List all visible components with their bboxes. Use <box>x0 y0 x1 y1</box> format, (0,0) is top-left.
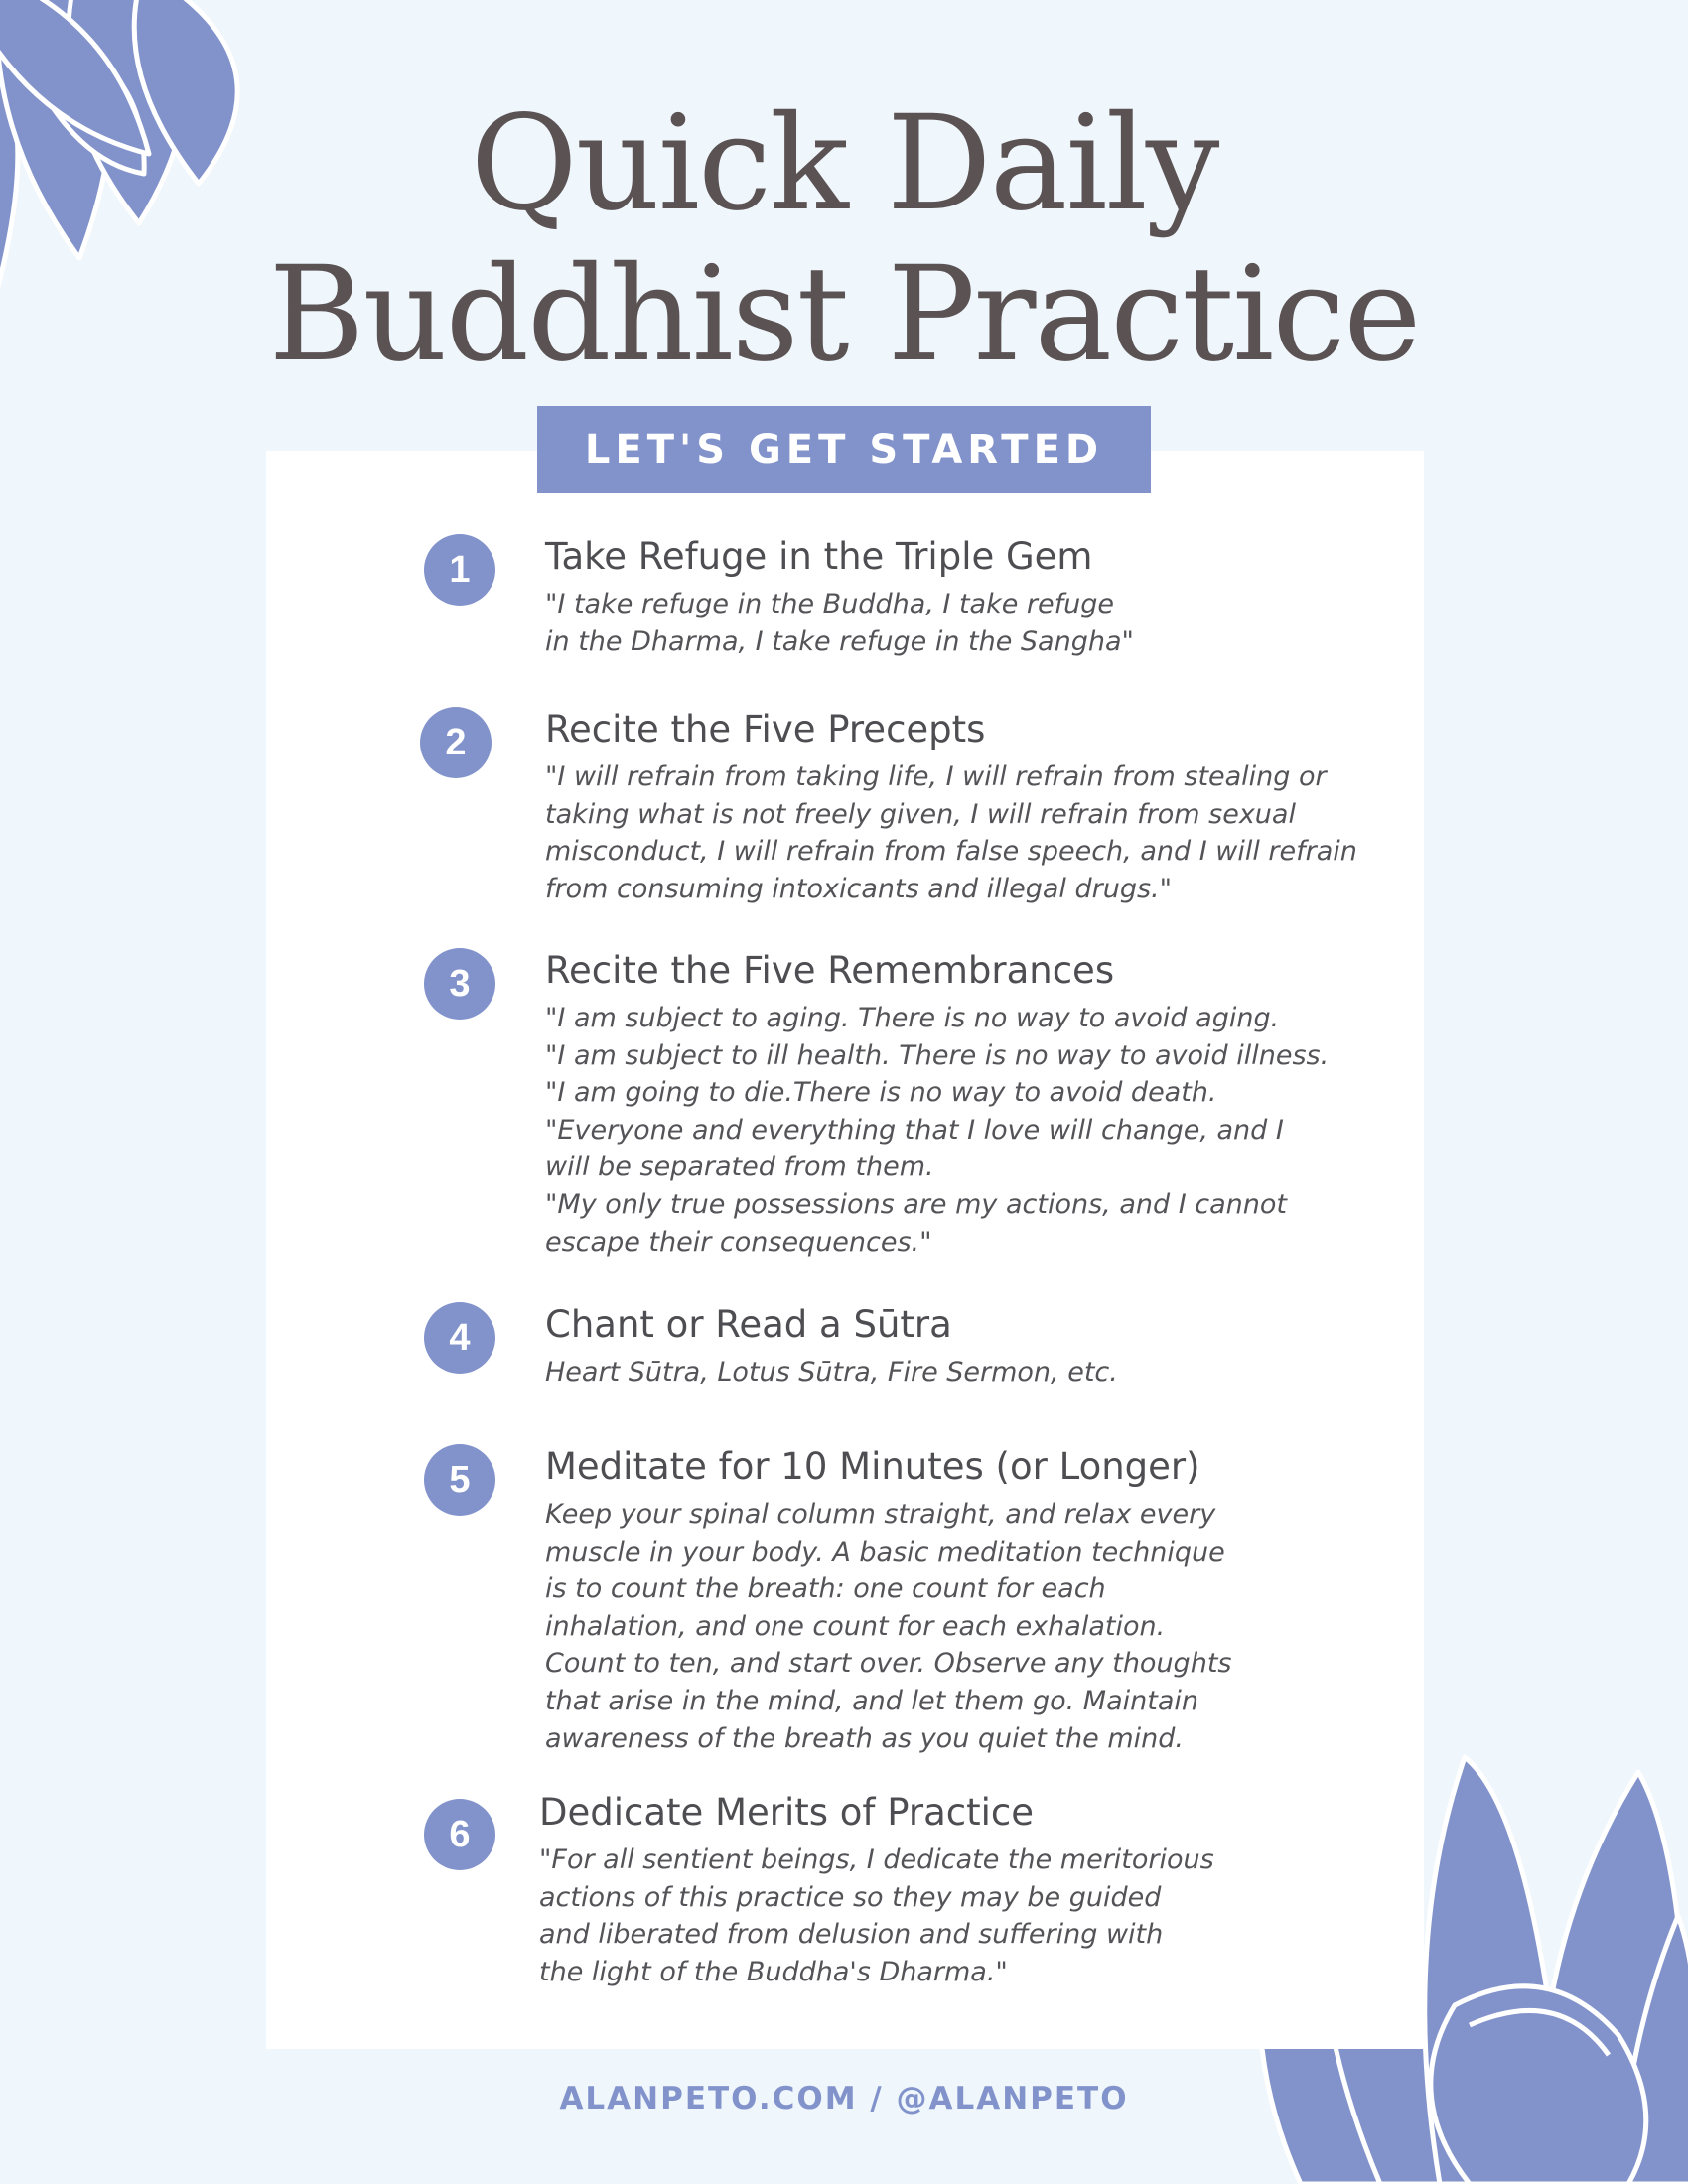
section-banner: LET'S GET STARTED <box>537 406 1151 493</box>
page-title-line-2: Buddhist Practice <box>268 238 1420 391</box>
step-text-line: misconduct, I will refrain from false speech, and I will refrain <box>545 836 1357 868</box>
step-title: Meditate for 10 Minutes (or Longer) <box>545 1445 1200 1488</box>
step-text-line: from consuming intoxicants and illegal drugs." <box>545 873 1173 904</box>
step-text-line: actions of this practice so they may be guided <box>539 1881 1162 1913</box>
step-number-badge: 4 <box>424 1302 495 1374</box>
step-text-line: escape their consequences." <box>545 1226 932 1258</box>
step-text <box>545 1354 1118 1392</box>
step-text-line: taking what is not freely given, I will refrain from sexual <box>545 798 1296 830</box>
step-text-line: Keep your spinal column straight, and relax every <box>545 1499 1216 1530</box>
step-text-line: muscle in your body. A basic meditation technique <box>545 1536 1225 1568</box>
step-text-line: "I am subject to ill health. There is no way to avoid illness. <box>545 1039 1330 1071</box>
step-text-line: "I am going to die.There is no way to avoid death. <box>545 1077 1217 1109</box>
step-text <box>545 758 1357 907</box>
step-title: Take Refuge in the Triple Gem <box>545 535 1093 578</box>
step-text-line: awareness of the breath as you quiet the mind. <box>545 1722 1184 1754</box>
step-number-badge: 2 <box>420 707 492 778</box>
step-text-line: "I am subject to aging. There is no way to avoid aging. <box>545 1003 1280 1033</box>
step-text <box>539 1842 1214 1990</box>
step-text-line: the light of the Buddha's Dharma." <box>539 1956 1008 1987</box>
step-text-line: "I take refuge in the Buddha, I take refuge <box>545 589 1114 619</box>
step-text-line: "I will refrain from taking life, I will refrain from stealing or <box>545 761 1327 792</box>
step-text-line: "My only true possessions are my actions, and I cannot <box>545 1188 1287 1220</box>
step-text-line: and liberated from delusion and suffering with <box>539 1919 1164 1951</box>
step-title: Recite the Five Precepts <box>545 708 986 751</box>
step-text-line: will be separated from them. <box>545 1152 934 1183</box>
page-title-line-1: Quick Daily <box>470 87 1218 240</box>
step-text-line: in the Dharma, I take refuge in the Sangha" <box>545 625 1134 657</box>
step-title: Dedicate Merits of Practice <box>539 1791 1035 1834</box>
step-title: Chant or Read a Sūtra <box>545 1303 952 1346</box>
step-text <box>545 1000 1329 1261</box>
step-number-badge: 1 <box>424 534 495 606</box>
step-text <box>545 1496 1231 1757</box>
step-text-line: inhalation, and one count for each exhalation. <box>545 1610 1166 1642</box>
step-text-line: Heart Sūtra, Lotus Sūtra, Fire Sermon, etc. <box>545 1357 1118 1388</box>
step-number-badge: 6 <box>424 1799 495 1870</box>
step-number-badge: 5 <box>424 1444 495 1516</box>
step-title: Recite the Five Remembrances <box>545 949 1115 992</box>
footer-credit: ALANPETO.COM / @ALANPETO <box>559 2081 1129 2116</box>
step-text-line: "For all sentient beings, I dedicate the meritorious <box>539 1844 1214 1875</box>
step-text-line: "Everyone and everything that I love will change, and I <box>545 1114 1284 1146</box>
step-text-line: is to count the breath: one count for each <box>545 1573 1106 1605</box>
step-text-line: Count to ten, and start over. Observe any thoughts <box>545 1648 1232 1680</box>
step-number-badge: 3 <box>424 948 495 1020</box>
step-text-line: that arise in the mind, and let them go. Maintain <box>545 1685 1199 1716</box>
step-text <box>545 586 1134 660</box>
